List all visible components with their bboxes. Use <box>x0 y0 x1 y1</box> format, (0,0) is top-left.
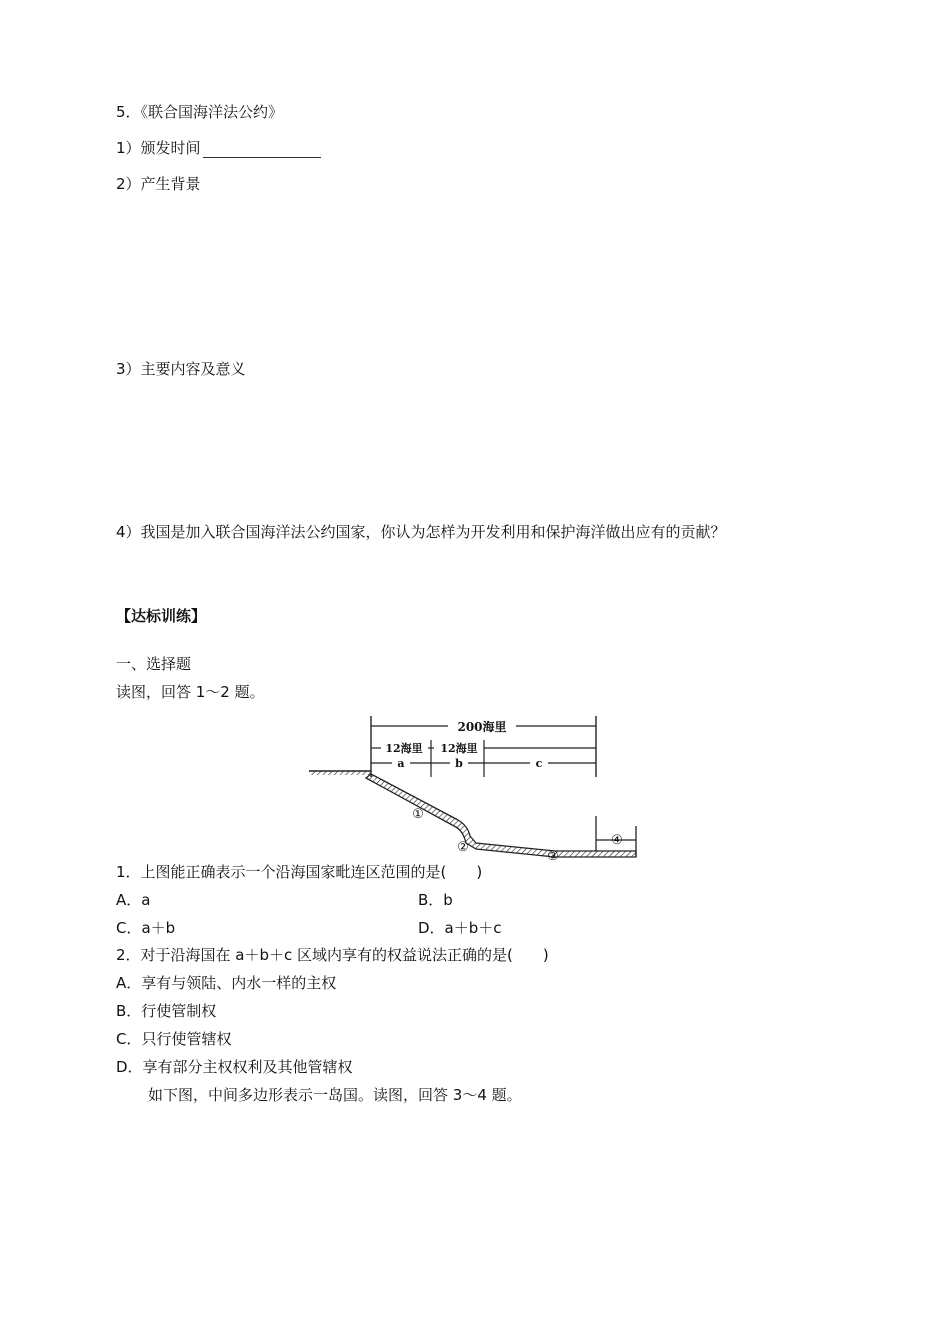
label-c: c <box>535 757 543 770</box>
question-1-stem: 1．上图能正确表示一个沿海国家毗连区范围的是( ) <box>116 863 483 881</box>
q1-option-c[interactable]: C．a＋b <box>116 919 176 937</box>
label-12nm-b: 12海里 <box>440 742 478 755</box>
marker-1: ① <box>412 807 424 822</box>
marker-3: ③ <box>547 849 559 864</box>
section-5-q4: 4）我国是加入联合国海洋法公约国家，你认为怎样为开发利用和保护海洋做出应有的贡献？ <box>116 523 726 541</box>
q1-option-a[interactable]: A．a <box>116 891 151 909</box>
part-1-heading: 一、选择题 <box>116 655 192 673</box>
section-5-q3: 3）主要内容及意义 <box>116 360 246 378</box>
section-5-q2: 2）产生背景 <box>116 175 201 193</box>
marker-4: ④ <box>611 833 623 848</box>
q2-option-c[interactable]: C．只行使管辖权 <box>116 1030 232 1048</box>
question-2-stem: 2．对于沿海国在 a＋b＋c 区域内享有的权益说法正确的是( ) <box>116 946 549 964</box>
q2-option-a[interactable]: A．享有与领陆、内水一样的主权 <box>116 974 337 992</box>
label-a: a <box>397 757 405 770</box>
marker-2: ② <box>457 840 469 855</box>
label-b: b <box>455 757 463 770</box>
q2-option-b[interactable]: B．行使管制权 <box>116 1002 217 1020</box>
label-12nm-a: 12海里 <box>385 742 423 755</box>
q1-label: 1）颁发时间 <box>116 139 201 157</box>
label-200nm: 200海里 <box>457 720 507 734</box>
q1-option-d[interactable]: D．a＋b＋c <box>418 919 502 937</box>
figure-intro: 读图，回答 1～2 题。 <box>116 683 265 701</box>
q1-option-b[interactable]: B．b <box>418 891 453 909</box>
practice-heading: 【达标训练】 <box>116 607 207 625</box>
q2-option-d[interactable]: D．享有部分主权权利及其他管辖权 <box>116 1058 353 1076</box>
next-figure-intro: 如下图，中间多边形表示一岛国。读图，回答 3～4 题。 <box>148 1086 522 1104</box>
section-5-title: 5．《联合国海洋法公约》 <box>116 103 284 121</box>
